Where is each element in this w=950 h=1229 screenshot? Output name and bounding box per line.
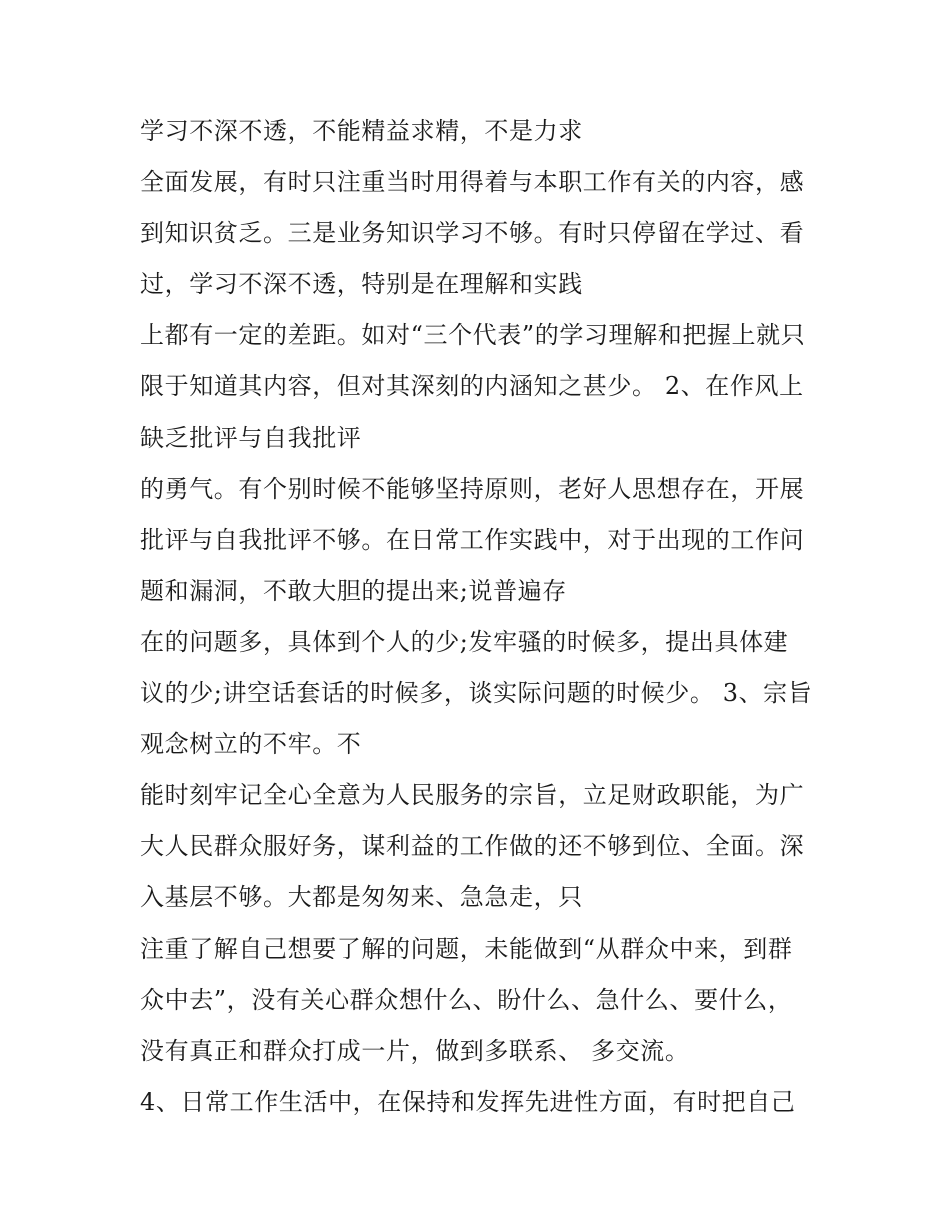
text-line: 大人民群众服好务，谋利益的工作做的还不够到位、全面。深 — [140, 832, 805, 861]
text-line: 的勇气。有个别时候不能够坚持原则，老好人思想存在，开展 — [140, 474, 805, 503]
text-line: 能时刻牢记全心全意为人民服务的宗旨，立足财政职能，为广 — [140, 781, 805, 810]
text-line: 议的少;讲空话套话的时候多，谈实际问题的时候少。 3、宗旨 — [140, 679, 813, 708]
text-line: 观念树立的不牢。不 — [140, 730, 362, 759]
text-line: 题和漏洞，不敢大胆的提出来;说普遍存 — [140, 576, 567, 605]
text-line: 上都有一定的差距。如对“三个代表”的学习理解和把握上就只 — [140, 321, 806, 350]
text-line: 过，学习不深不透，特别是在理解和实践 — [140, 270, 583, 299]
text-line: 在的问题多，具体到个人的少;发牢骚的时候多，提出具体建 — [140, 627, 789, 656]
text-line: 学习不深不透，不能精益求精，不是力求 — [140, 117, 583, 145]
text-line: 到知识贫乏。三是业务知识学习不够。有时只停留在学过、看 — [140, 219, 805, 248]
text-line: 批评与自我批评不够。在日常工作实践中，对于出现的工作问 — [140, 525, 805, 554]
text-line: 入基层不够。大都是匆匆来、急急走，只 — [140, 883, 583, 912]
text-line: 众中去”，没有关心群众想什么、盼什么、急什么、要什么， — [140, 985, 793, 1014]
text-line: 全面发展，有时只注重当时用得着与本职工作有关的内容，感 — [140, 168, 805, 197]
text-line: 4、日常工作生活中，在保持和发挥先进性方面，有时把自己 — [140, 1087, 796, 1116]
text-line: 缺乏批评与自我批评 — [140, 423, 362, 452]
text-line: 限于知道其内容，但对其深刻的内涵知之甚少。 2、在作风上 — [140, 372, 804, 401]
document-body — [140, 106, 820, 1128]
text-line: 注重了解自己想要了解的问题，未能做到“从群众中来，到群 — [140, 934, 793, 963]
text-line: 没有真正和群众打成一片，做到多联系、 多交流。 — [140, 1036, 690, 1065]
